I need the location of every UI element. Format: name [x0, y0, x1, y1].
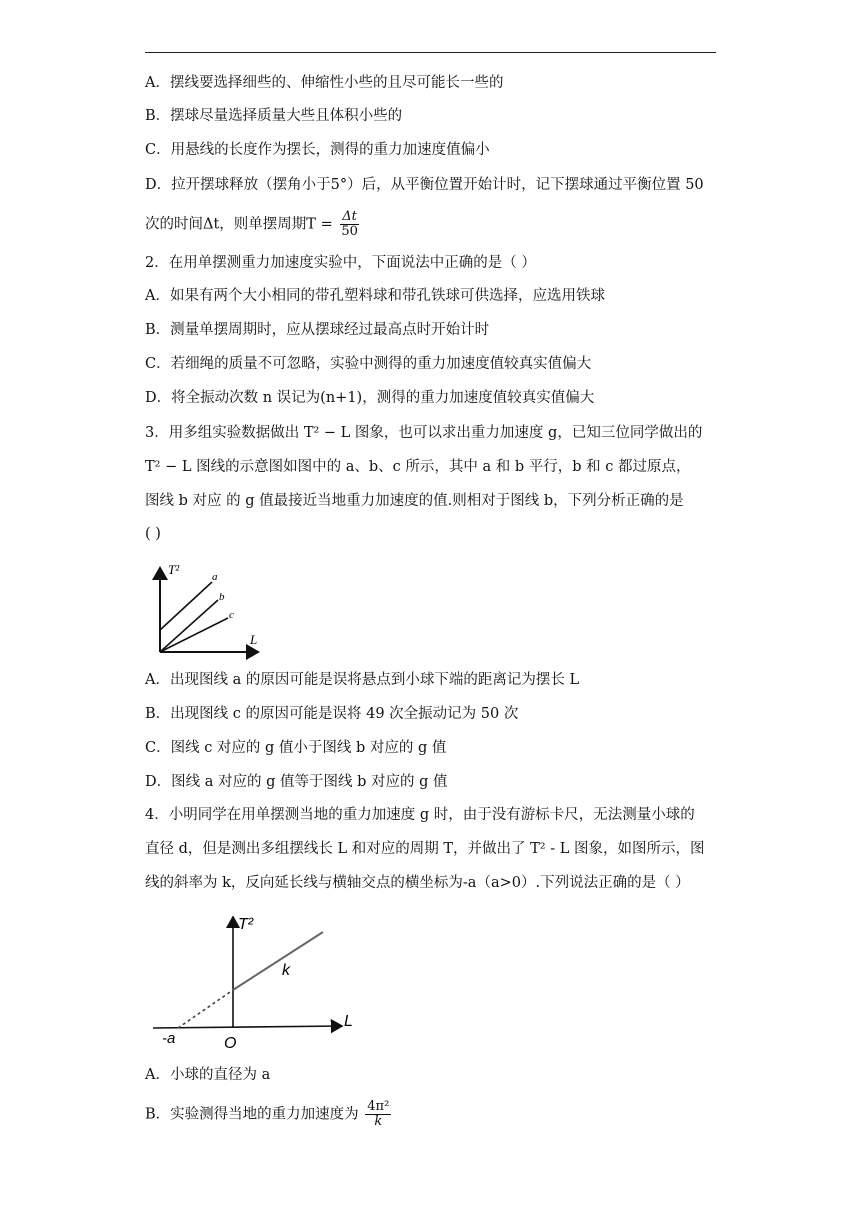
q1-option-d-line2: [145, 210, 362, 239]
q3-line-a: [160, 582, 212, 630]
q3-stem-line1: 3．用多组实验数据做出 T² − L 图象，也可以求出重力加速度 g，已知三位同学做出的: [145, 425, 703, 441]
q3-line-b: [160, 600, 218, 652]
q3-label-b: b: [219, 591, 225, 603]
q2-option-c: C．若细绳的质量不可忽略，实验中测得的重力加速度值较真实值偏大: [145, 356, 592, 372]
q3-stem-line3: 图线 b 对应 的 g 值最接近当地重力加速度的值.则相对于图线 b，下列分析正确的是: [145, 493, 684, 509]
q1-option-b: B．摆球尽量选择质量大些且体积小些的: [145, 108, 403, 124]
q3-option-d: D．图线 a 对应的 g 值等于图线 b 对应的 g 值: [145, 774, 448, 790]
q4-x-axis: [153, 1026, 342, 1028]
q4-y-label: T²: [238, 916, 254, 933]
q4-x-label: L: [344, 1013, 353, 1030]
q4-stem-line1: 4．小明同学在用单摆测当地的重力加速度 g 时，由于没有游标卡尺，无法测量小球的: [145, 807, 695, 823]
q4-intercept-label: -a: [162, 1030, 176, 1047]
q4-stem-line3: 线的斜率为 k，反向延长线与横轴交点的横坐标为-a（a>0）.下列说法正确的是（ ）: [145, 875, 690, 891]
q1-option-a: A．摆线要选择细些的、伸缩性小些的且尽可能长一些的: [145, 75, 504, 91]
q4-stem-line2: 直径 d，但是测出多组摆线长 L 和对应的周期 T，并做出了 T² - L 图象，如图所示，图: [145, 841, 705, 857]
q3-stem-line4: ( ): [145, 526, 161, 542]
q3-graph: [150, 560, 265, 660]
q4-option-a: A．小球的直径为 a: [145, 1067, 271, 1083]
fraction-numerator: 4π²: [367, 1099, 390, 1114]
q4-origin-label: O: [224, 1035, 237, 1052]
q3-x-label: L: [250, 632, 258, 647]
q4-option-b-text: B．实验测得当地的重力加速度为: [145, 1106, 359, 1123]
q4-graph-line: [233, 932, 323, 990]
q3-stem-line2: T² − L 图线的示意图如图中的 a、b、c 所示，其中 a 和 b 平行，b 和 c 都过原点，: [145, 459, 691, 475]
q3-label-a: a: [212, 571, 218, 583]
q1-option-d-text: 次的时间Δt，则单摆周期T =: [145, 216, 333, 233]
fraction-denominator: k: [374, 1114, 383, 1129]
q2-option-b: B．测量单摆周期时，应从摆球经过最高点时开始计时: [145, 322, 490, 338]
q1-option-c: C．用悬线的长度作为摆长，测得的重力加速度值偏小: [145, 142, 490, 158]
q2-option-a: A．如果有两个大小相同的带孔塑料球和带孔铁球可供选择，应选用铁球: [145, 288, 605, 304]
q3-line-c: [160, 618, 228, 652]
q2-stem: 2．在用单摆测重力加速度实验中，下面说法中正确的是（ ）: [145, 255, 536, 271]
fraction-denominator: 50: [341, 224, 358, 239]
q3-option-a: A．出现图线 a 的原因可能是误将悬点到小球下端的距离记为摆长 L: [145, 672, 580, 688]
q4-graph: [150, 905, 370, 1055]
q3-option-b: B．出现图线 c 的原因可能是误将 49 次全振动记为 50 次: [145, 706, 519, 722]
q3-option-c: C．图线 c 对应的 g 值小于图线 b 对应的 g 值: [145, 740, 447, 756]
header-rule: [145, 52, 716, 53]
q1-option-d-line1: D．拉开摆球释放（摆角小于5°）后，从平衡位置开始计时，记下摆球通过平衡位置 50: [145, 177, 704, 193]
q4-dashed-extension: [178, 990, 233, 1028]
q4-option-b: [145, 1100, 393, 1129]
q4-slope-label: k: [282, 962, 290, 979]
q2-option-d: D．将全振动次数 n 误记为(n+1)，测得的重力加速度值较真实值偏大: [145, 390, 595, 406]
period-fraction: [339, 210, 360, 239]
q3-y-label: T²: [168, 562, 180, 577]
fraction-numerator: Δt: [342, 209, 357, 224]
q3-label-c: c: [229, 609, 234, 621]
gravity-fraction: [365, 1100, 391, 1129]
